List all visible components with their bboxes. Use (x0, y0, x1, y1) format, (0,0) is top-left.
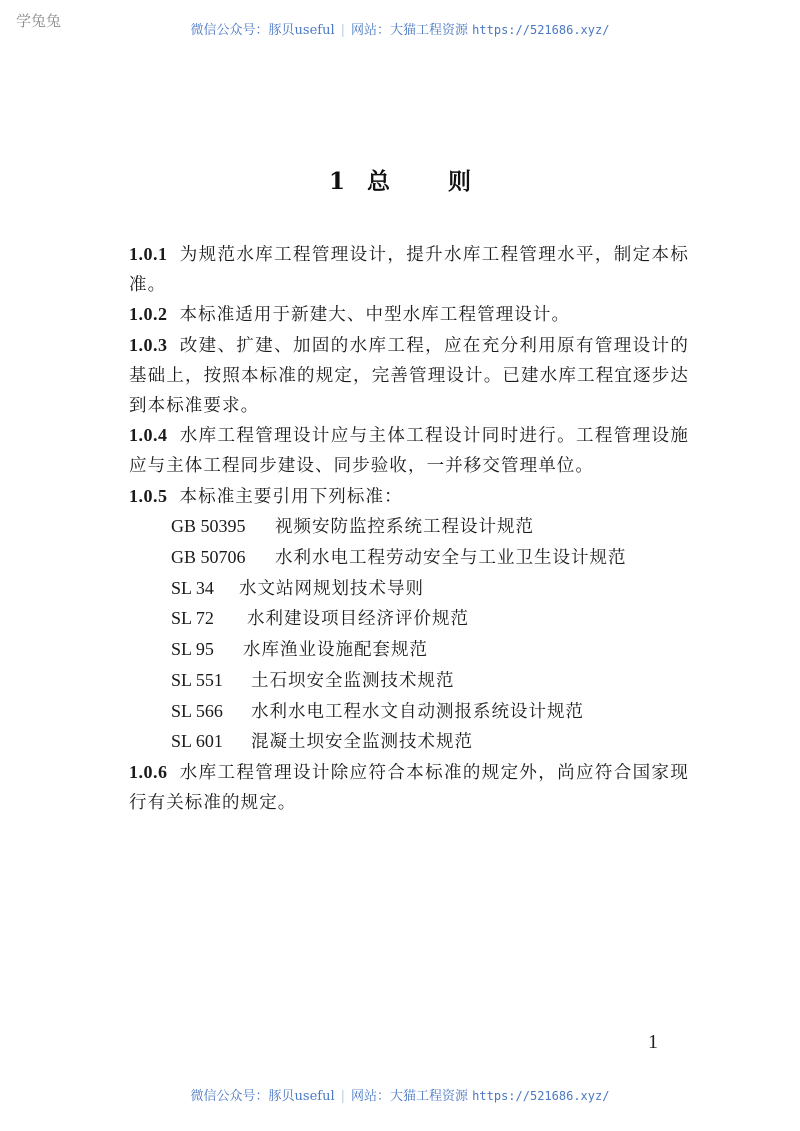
referenced-standards-list (129, 512, 689, 758)
clause-1-0-2 (129, 300, 689, 331)
page-number: 1 (648, 1031, 658, 1053)
watermark-separator: | (340, 1089, 346, 1104)
list-item (171, 727, 689, 758)
clause-text: 改建、扩建、加固的水库工程，应在充分利用原有管理设计的基础上，按照本标准的规定，完善管理设计。已建水库工程宜逐步达到本标准要求。 (129, 336, 689, 416)
standard-code: SL 72 (171, 608, 214, 629)
standard-code: SL 566 (171, 700, 223, 721)
list-item (171, 635, 689, 666)
standard-code: GB 50706 (171, 547, 246, 568)
clause-text: 水库工程管理设计应与主体工程设计同时进行。工程管理设施应与主体工程同步建设、同步验收，一并移交管理单位。 (129, 426, 689, 476)
corner-watermark-logo: 学兔兔 (16, 12, 62, 30)
chapter-title-char-1: 总 (367, 168, 390, 195)
list-item (171, 543, 689, 574)
watermark-wechat-text: 微信公众号：豚贝useful (190, 23, 335, 38)
chapter-body (129, 240, 689, 818)
standard-title: 水库渔业设施配套规范 (243, 640, 428, 661)
clause-text: 为规范水库工程管理设计，提升水库工程管理水平，制定本标准。 (129, 245, 689, 295)
standard-code: SL 34 (171, 577, 214, 598)
standard-title: 混凝土坝安全监测技术规范 (251, 732, 473, 753)
list-item (171, 512, 689, 543)
list-item (171, 604, 689, 635)
standard-code: SL 601 (171, 731, 223, 752)
standard-title: 水利建设项目经济评价规范 (247, 609, 469, 630)
clause-text: 水库工程管理设计除应符合本标准的规定外，尚应符合国家现行有关标准的规定。 (129, 762, 689, 813)
list-item (171, 574, 689, 605)
watermark-site-text: 网站：大猫工程资源 (351, 23, 469, 38)
footer-watermark (0, 1085, 800, 1104)
standard-code: SL 95 (171, 639, 214, 660)
clause-1-0-6 (129, 758, 689, 818)
watermark-url-link[interactable]: https://521686.xyz/ (472, 1089, 610, 1103)
clause-text: 本标准主要引用下列标准： (179, 486, 403, 507)
clause-1-0-4 (129, 421, 689, 481)
clause-1-0-3 (129, 331, 689, 421)
chapter-title-char-2: 则 (448, 168, 471, 195)
standard-title: 水文站网规划技术导则 (239, 578, 424, 599)
clause-number: 1.0.4 (129, 425, 168, 446)
standard-code: SL 551 (171, 669, 223, 690)
watermark-url-link[interactable]: https://521686.xyz/ (472, 23, 610, 37)
standard-title: 水利水电工程水文自动测报系统设计规范 (251, 701, 584, 722)
watermark-separator: | (340, 23, 346, 38)
watermark-site-text: 网站：大猫工程资源 (351, 1089, 469, 1104)
clause-1-0-1 (129, 240, 689, 300)
clause-text: 本标准适用于新建大、中型水库工程管理设计。 (179, 305, 571, 326)
standard-code: GB 50395 (171, 516, 246, 537)
standard-title: 土石坝安全监测技术规范 (251, 670, 455, 691)
chapter-title (0, 163, 800, 196)
clause-number: 1.0.1 (129, 244, 168, 264)
standard-title: 视频安防监控系统工程设计规范 (275, 517, 534, 538)
list-item (171, 697, 689, 728)
clause-1-0-5 (129, 482, 689, 513)
clause-number: 1.0.5 (129, 485, 168, 506)
header-watermark (0, 19, 800, 38)
watermark-wechat-text: 微信公众号：豚贝useful (190, 1089, 335, 1104)
chapter-number: 1 (328, 168, 345, 195)
standard-title: 水利水电工程劳动安全与工业卫生设计规范 (275, 548, 627, 569)
clause-number: 1.0.3 (129, 335, 168, 356)
clause-number: 1.0.6 (129, 761, 168, 782)
list-item (171, 666, 689, 697)
clause-number: 1.0.2 (129, 304, 168, 325)
